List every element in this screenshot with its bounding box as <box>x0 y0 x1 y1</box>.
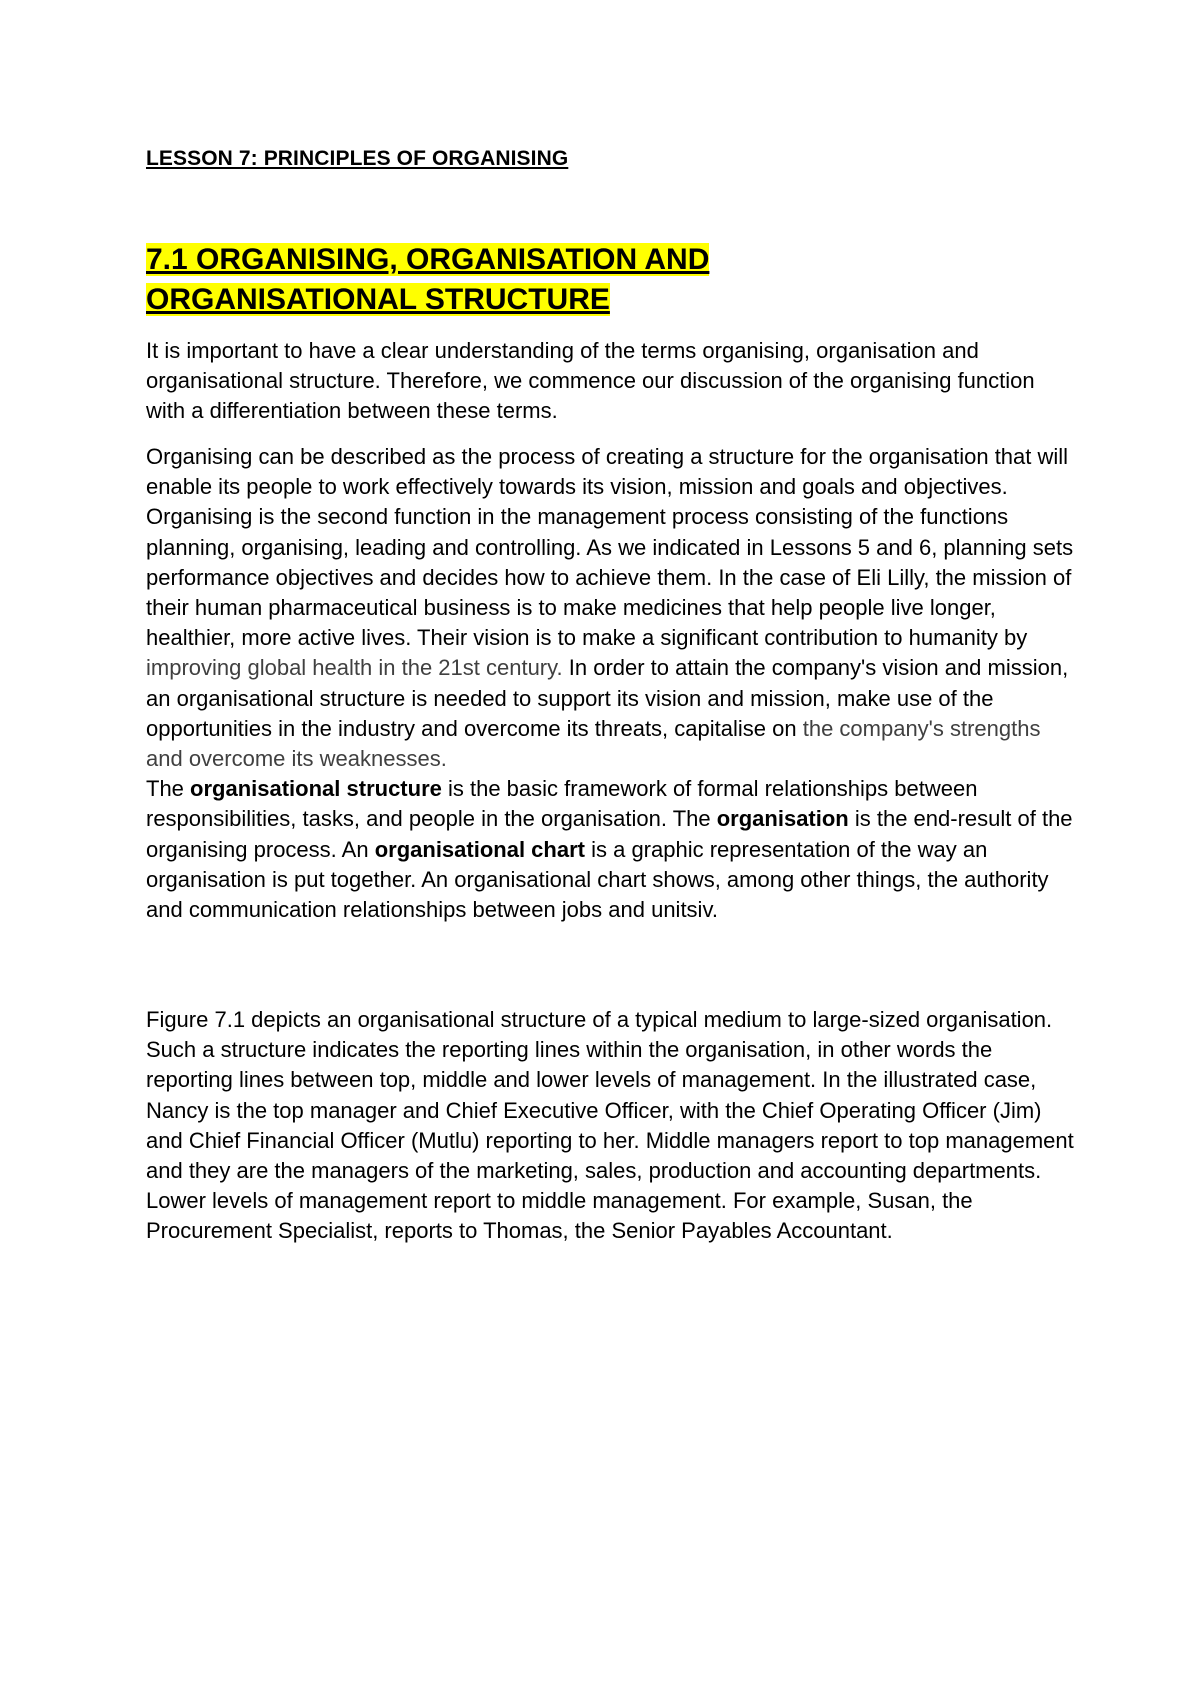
paragraph-2-part-4: the company's strengths and overcome its weaknesses. <box>146 715 1041 772</box>
paragraph-3-text-1: The <box>146 776 191 802</box>
section-heading-line-1: 7.1 ORGANISING, ORGANISATION AND <box>146 243 710 276</box>
section-heading-line-2: ORGANISATIONAL STRUCTURE <box>146 283 610 316</box>
paragraph-terms-intro: It is important to have a clear understanding of the terms organising, organisation and organisational structure. Therefore, we commence our discussion of the organising function with a differentiation between these terms. <box>146 338 1035 424</box>
paragraph-3-text-3: is the end-result of the organising process. An <box>146 806 1073 862</box>
lesson-title: LESSON 7: PRINCIPLES OF ORGANISING <box>146 147 569 170</box>
paragraph-organising-definition <box>146 442 1076 925</box>
section-heading <box>146 240 709 320</box>
paragraph-2-part-1: Organising can be described as the process of creating a structure for the organisation that will enable its people to work effectively towards its vision, mission and goals and objectives. Organising is the second function in the management process consisting of the functions planning, organising, leading and controlling. As we indicated in Lessons 5 and 6, planning sets performance objectives and decides how to achieve them. In the case of Eli Lilly, the mission of their human pharmaceutical business is to make medicines that help people live longer, healthier, more active lives. Their vision is to make a significant contribution to humanity by <box>146 444 1074 651</box>
term-organisational-chart: organisational chart <box>374 836 585 862</box>
paragraph-2-part-3: In order to attain the company's vision and mission, an organisational structure is needed to support its vision and mission, make use of the opportunities in the industry and overcome its threats, capitalise on <box>146 655 1069 741</box>
paragraph-2-part-2: improving global health in the 21st century. <box>146 655 563 681</box>
paragraph-figure-description: Figure 7.1 depicts an organisational structure of a typical medium to large-sized organisation. Such a structure indicates the reporting lines within the organisation, in other words the reporting lines between top, middle and lower levels of management. In the illustrated case, Nancy is the top manager and Chief Executive Officer, with the Chief Operating Officer (Jim) and Chief Financial Officer (Mutlu) reporting to her. Middle managers report to top management and they are the managers of the marketing, sales, production and accounting departments. Lower levels of management report to middle management. For example, Susan, the Procurement Specialist, reports to Thomas, the Senior Payables Accountant. <box>146 1007 1074 1244</box>
paragraph-3-text-2: is the basic framework of formal relationships between responsibilities, tasks, and people in the organisation. The <box>146 776 978 832</box>
paragraph-3-text-4: is a graphic representation of the way an organisation is put together. An organisational chart shows, among other things, the authority and communication relationships between jobs and unitsiv. <box>146 836 1049 923</box>
term-organisational-structure: organisational structure <box>190 776 442 802</box>
term-organisation: organisation <box>716 806 849 832</box>
